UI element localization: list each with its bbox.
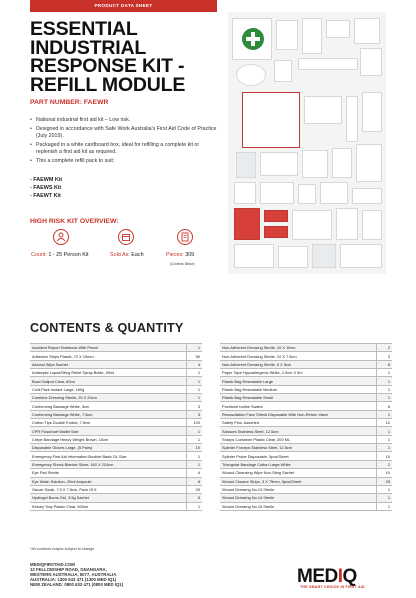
table-row [30,460,202,468]
address-line: MEDIQFIRSTAID.COM [30,562,75,567]
instant-cold-pack [242,92,300,148]
item-quantity: 2 [376,460,392,468]
item-quantity: 1 [376,385,392,393]
item-quantity: 1 [186,377,202,385]
table-row [220,344,392,352]
item-quantity: 25 [186,485,202,493]
box-icon [118,229,134,245]
item-name: Antiseptic Liquid/Sting Relief Spray Bottle, 50ml [30,369,186,377]
item-name: Accident Report Notebook With Pencil [30,344,186,352]
item-name: Kidney Tray Plastic Clear, 500ml [30,502,186,510]
sold-as-label: Sold As: Each [110,252,144,258]
item-name: Eye Wash Solution, 20ml Ampoule [30,477,186,485]
table-row [30,410,202,418]
item-quantity: 1 [186,385,202,393]
table-row [220,427,392,435]
contents-table-right [220,343,392,511]
address-line: 12 FELLOWSHIP ROAD, GNANGARA, [30,567,107,573]
item-quantity: 50 [186,352,202,360]
item-quantity: 6 [376,402,392,410]
first-aid-booklet [232,18,272,60]
contents-heading: CONTENTS & QUANTITY [30,321,184,335]
item-name: Bowl Galipot Clear, 60ml [30,377,186,385]
item-quantity: 1 [186,369,202,377]
item-name: Emergency Shock Blanket Silver, 160 X 210cm [30,460,186,468]
table-row [30,377,202,385]
item-name: CPR Flowchart Wallet Size [30,427,186,435]
item-quantity: 3 [186,402,202,410]
item-name: Wound Closure Strips, 3 X 75mm, 5pcs/Sheet [220,477,376,485]
item-quantity: 1 [376,485,392,493]
item-name: Emergency First Aid Information Booklet Basic DL Size [30,452,186,460]
item-name: Gauze Swab, 7.5 X 7.5cm, Pack Of 5 [30,485,186,493]
table-row [220,494,392,502]
pieces-label: Pieces: 309 [166,252,195,258]
item-quantity: 1 [186,502,202,510]
table-row [220,502,392,510]
table-row [30,385,202,393]
item-quantity: 10 [376,452,392,460]
item-name: Conforming Bandage White, 7.5cm [30,410,186,418]
item-name: Wound Dressing No.15 Sterile [220,502,376,510]
item-quantity: 4 [186,469,202,477]
address-line: NEW ZEALAND: 0800 633 471 (0800 MED IQ1) [30,582,124,588]
kit-item: - FAEWT Kit [30,193,61,199]
item-name: Triangular Bandage Cotton Large White [220,460,376,468]
table-row [30,419,202,427]
item-name: Adhesive Strips Plastic, 72 X 19mm [30,352,186,360]
table-row [30,427,202,435]
table-row [30,444,202,452]
item-quantity: 1 [186,435,202,443]
brand-tagline: THE SMART CHOICE IN FIRST AID [300,585,365,589]
table-row [220,377,392,385]
item-quantity: 1 [376,410,392,418]
contents-disclaimer: *All contents maybe subject to change [30,547,95,551]
table-row [30,452,202,460]
item-name: Wound Dressing No.13 Sterile [220,485,376,493]
table-row [220,460,392,468]
table-row [220,369,392,377]
item-quantity: 1 [186,460,202,468]
feature-item: • This a complete refill pack to suit: [30,158,115,164]
item-name: Cotton Tips Double Ended, 7.5cm [30,419,186,427]
item-name: Combine Dressing Sterile, 20 X 20cm [30,394,186,402]
table-row [30,477,202,485]
table-row [30,360,202,368]
item-name: Non-Adherent Dressing Sterile, 10 X 7.5cm [220,352,376,360]
table-row [30,352,202,360]
item-name: Splinter Forceps Stainless Steel, 12.5cm [220,444,376,452]
table-row [30,369,202,377]
item-name: Cold Pack Instant Large, 160g [30,385,186,393]
table-row [220,385,392,393]
item-name: Non-Adherent Dressing Sterile, 10 X 10cm [220,344,376,352]
item-quantity: 5 [186,494,202,502]
item-quantity: 3 [186,410,202,418]
risk-overview-title: HIGH RISK KIT OVERVIEW: [30,218,119,225]
table-row [220,444,392,452]
kit-item: - FAEWS Kit [30,185,62,191]
table-row [220,477,392,485]
item-quantity: 6 [376,360,392,368]
product-photo [228,12,386,274]
table-row [30,485,202,493]
brand-logo: MEDIQ [297,566,357,587]
pieces-icon [177,229,193,245]
item-quantity: 12 [376,419,392,427]
item-name: Crepe Bandage Heavy Weight Brown, 10cm [30,435,186,443]
item-name: Conforming Bandage White, 5cm [30,402,186,410]
count-label: Count: 1 - 25 Person Kit [31,252,89,258]
pieces-subnote: (Contents Below) [170,262,195,266]
table-row [30,402,202,410]
item-quantity: 1 [376,369,392,377]
title-line: INDUSTRIAL [30,36,147,59]
item-name: Scissors Stainless Steel, 12.5cm [220,427,376,435]
item-quantity: 1 [376,377,392,385]
table-row [30,435,202,443]
page-title [30,20,230,94]
item-quantity: 100 [186,419,202,427]
feature-item: • Packaged in a white cardboard box, ideal for refilling a complete kit or replenish a first aid kit as required. [30,142,200,155]
item-name: Plastic Bag Resealable Medium [220,385,376,393]
item-quantity: 1 [186,427,202,435]
feature-item: • National industrial first aid kit – Low risk. [30,117,131,123]
compatible-kits [30,176,62,200]
item-name: Plastic Bag Resealable Small [220,394,376,402]
item-name: Alcohol Wipe Sachet [30,360,186,368]
table-row [220,469,392,477]
item-quantity: 8 [186,477,202,485]
company-address [30,562,123,587]
people-icon [53,229,69,245]
item-quantity: 1 [376,435,392,443]
item-quantity: 4 [186,360,202,368]
item-name: Wound Dressing No.14 Sterile [220,494,376,502]
address-line: WESTERN AUSTRALIA, 6077, AUSTRALIA [30,572,117,578]
item-quantity: 1 [376,427,392,435]
item-name: Disposable Gloves Large, (5 Pairs) [30,444,186,452]
item-name: Resuscitation Face Shield Disposable With Non-Return Valve [220,410,376,418]
table-row [30,394,202,402]
kit-item: - FAEWM Kit [30,177,63,183]
contents-table-left [30,343,202,511]
item-quantity: 2 [376,344,392,352]
item-name: Safety Pins, Assorted [220,419,376,427]
item-name: Wound Cleansing Wipe Non-Sting Sachet [220,469,376,477]
table-row [30,494,202,502]
item-name: Hydrogel Burns Gel, 3.5g Sachet [30,494,186,502]
address-line: AUSTRALIA: 1300 633 471 (1300 MED IQ1) [30,577,117,583]
item-name: Paper Tape Hypoallergenic White, 2.5cm X 5m [220,369,376,377]
table-row [30,502,202,510]
table-row [220,402,392,410]
item-quantity: 1 [186,452,202,460]
title-line: REFILL MODULE [30,73,186,96]
table-row [220,410,392,418]
title-line: ESSENTIAL [30,18,138,40]
item-name: Sharps Container Plastic Clear, 200 ML [220,435,376,443]
item-quantity: 1 [376,444,392,452]
table-row [220,435,392,443]
table-row [220,485,392,493]
item-name: Eye Pad Sterile [30,469,186,477]
table-row [220,394,392,402]
emergency-blanket [234,208,260,240]
table-row [220,352,392,360]
item-name: Non-Adherent Dressing Sterile, 5 X 5cm [220,360,376,368]
item-quantity: 1 [186,394,202,402]
item-quantity: 1 [186,344,202,352]
item-quantity: 10 [186,444,202,452]
kidney-tray [236,64,266,86]
feature-item: • Designed in accordance with Safe Work Australia's First Aid Code of Practice (July 2019). [30,126,217,139]
item-quantity: 25 [376,477,392,485]
item-name: Plastic Bag Resealable Large [220,377,376,385]
item-quantity: 1 [376,494,392,502]
item-name: Povidone Iodine Swabs [220,402,376,410]
part-number: PART NUMBER: FAEWR [30,99,109,106]
table-row [220,419,392,427]
feature-list [30,117,220,167]
table-row [220,452,392,460]
item-name: Splinter Probe Disposable, 5pcs/Sheet [220,452,376,460]
table-row [30,344,202,352]
table-row [30,469,202,477]
item-quantity: 1 [376,502,392,510]
title-line: RESPONSE KIT - [30,55,185,78]
table-row [220,360,392,368]
product-data-sheet-banner: PRODUCT DATA SHEET [30,0,217,12]
item-quantity: 10 [376,469,392,477]
item-quantity: 1 [376,394,392,402]
item-quantity: 3 [376,352,392,360]
